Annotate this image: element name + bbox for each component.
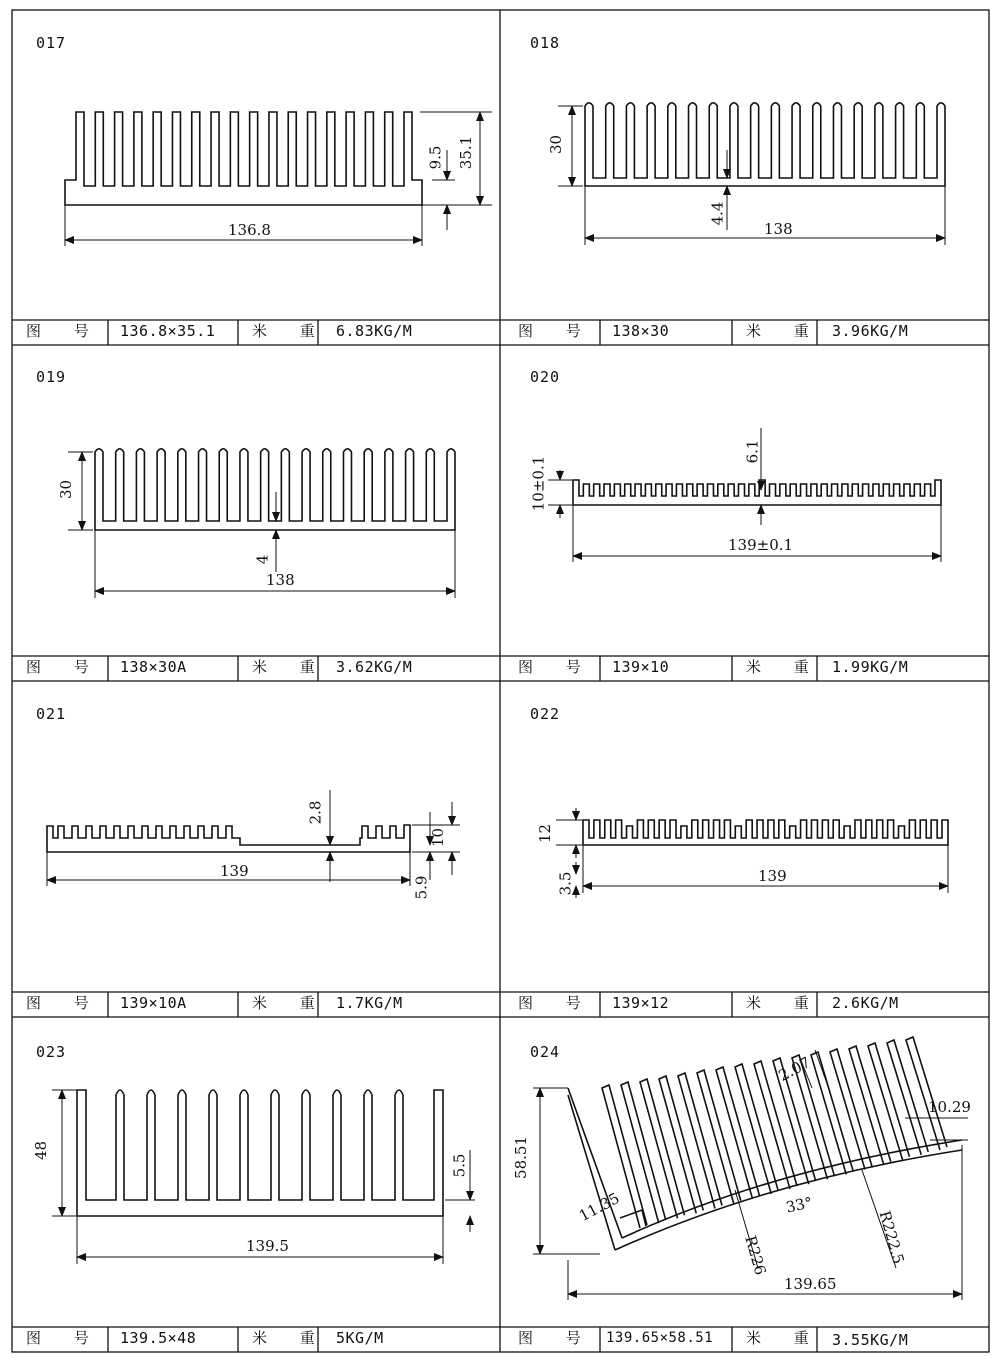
caption-weight-value: 1.99KG/M [832,658,909,676]
dimension-label: 48 [32,1140,51,1161]
caption-weight-label: 米 重 [252,658,329,676]
caption-figure-no-label: 图 号 [518,1329,595,1347]
caption-weight-value: 3.62KG/M [336,658,413,676]
dimension-label: 10.29 [928,1098,971,1116]
dimension-label: 139±0.1 [728,536,794,554]
dimension-label: 35.1 [457,135,476,170]
dimension-label: 11.35 [576,1189,623,1226]
caption-weight-label: 米 重 [746,994,823,1012]
caption-weight-label: 米 重 [746,658,823,676]
panel-number: 021 [36,705,67,723]
panel-number: 022 [530,705,561,723]
caption-figure-no-label: 图 号 [26,1329,103,1347]
caption-weight-label: 米 重 [252,1329,329,1347]
dimension-label: 3.5 [556,871,575,896]
caption-spec: 139×10A [120,994,187,1012]
grid-frame [12,10,989,1352]
caption-weight-value: 3.96KG/M [832,322,909,340]
profile-021 [47,825,410,852]
caption-weight-value: 1.7KG/M [336,994,403,1012]
profile-017 [65,112,422,205]
caption-spec: 139.65×58.51 [606,1330,714,1346]
dimension-label: R226 [741,1233,770,1278]
caption-spec: 139.5×48 [120,1329,197,1347]
dimension-label: 139.65 [784,1275,837,1293]
dimension-label: 139 [220,862,249,880]
dimension-label: 33° [784,1193,815,1217]
dimension-label: 138 [764,220,793,238]
caption-weight-value: 2.6KG/M [832,994,899,1012]
panel-number: 024 [530,1043,561,1061]
dimension-label: 30 [547,134,566,155]
dimension-label: 4.4 [708,201,727,226]
profile-022 [583,820,948,845]
caption-weight-value: 5KG/M [336,1329,384,1347]
caption-weight-label: 米 重 [252,994,329,1012]
panel-number: 023 [36,1043,67,1061]
dimension-label: 139.5 [246,1237,289,1255]
dimension-label: 10±0.1 [529,455,548,512]
dimension-label: R222.5 [875,1208,908,1266]
profile-020 [573,480,941,505]
caption-weight-label: 米 重 [746,322,823,340]
dimension-label: 58.51 [511,1136,530,1179]
caption-weight-value: 6.83KG/M [336,322,413,340]
caption-figure-no-label: 图 号 [26,322,103,340]
caption-spec: 136.8×35.1 [120,322,216,340]
dimension-label: 4 [253,554,272,565]
profile-018 [585,103,945,186]
caption-weight-label: 米 重 [252,322,329,340]
caption-weight-label: 米 重 [746,1329,823,1347]
dimension-label: 2.07 [775,1053,814,1085]
caption-figure-no-label: 图 号 [26,994,103,1012]
caption-figure-no-label: 图 号 [26,658,103,676]
profile-023 [77,1090,443,1216]
panel-number: 019 [36,368,67,386]
profile-019 [95,449,455,530]
dimension-label: 139 [758,867,787,885]
dimension-label: 5.5 [450,1153,469,1178]
dimension-label: 9.5 [426,145,445,170]
dimension-label: 10 [429,827,448,848]
caption-figure-no-label: 图 号 [518,322,595,340]
panel-number: 018 [530,34,561,52]
dimension-label: 12 [536,823,555,844]
caption-spec: 139×10 [612,658,670,676]
caption-spec: 138×30A [120,658,187,676]
dimension-label: 2.8 [306,800,325,825]
panel-number: 017 [36,34,67,52]
caption-weight-value: 3.55KG/M [832,1331,909,1349]
caption-figure-no-label: 图 号 [518,994,595,1012]
panel-number: 020 [530,368,561,386]
dimension-label: 136.8 [228,221,271,239]
dimension-label: 6.1 [743,439,762,464]
caption-spec: 139×12 [612,994,670,1012]
profile-024 [568,1037,962,1250]
dimension-label: 5.9 [412,875,431,900]
caption-figure-no-label: 图 号 [518,658,595,676]
dimension-label: 30 [57,479,76,500]
dimension-label: 138 [266,571,295,589]
caption-spec: 138×30 [612,322,670,340]
